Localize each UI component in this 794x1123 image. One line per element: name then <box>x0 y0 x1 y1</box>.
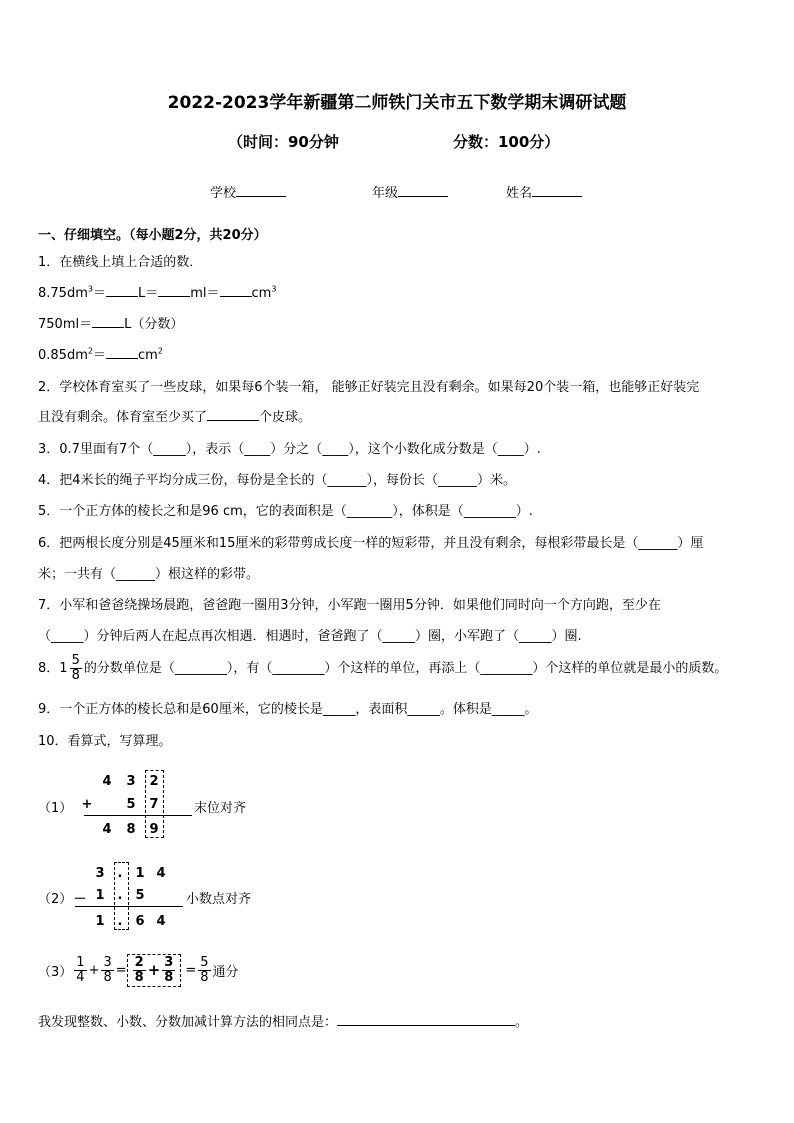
name-field[interactable] <box>506 182 582 201</box>
fraction-addition: （3） $\frac{1}{4}$ + $\frac{3}{8}$ = $\frac{2}{8}$ + $\frac{3}{8}$ = $\frac{5}{8}$ 通分 <box>38 954 239 985</box>
common-denominator-box: $\frac{2}{8}$ + $\frac{3}{8}$ <box>127 954 182 987</box>
q3: 3．0.7里面有7个（_____），表示（____）分之（____），这个小数化成分数是（____）. <box>38 442 541 457</box>
q6-line2: 米；一共有（______）根这样的彩带。 <box>38 567 260 582</box>
q8: 8．1 $\frac{5}{8}$ 的分数单位是（________），有（________）个这样的单位，再添上（________）个这样的单位就是最小的质数。 <box>38 653 728 683</box>
mixed-fraction: $\frac{5}{8}$ <box>71 653 80 683</box>
name-label: 姓名 <box>506 186 533 201</box>
exam-time: （时间：90分钟 <box>228 133 339 151</box>
q4: 4．把4米长的绳子平均分成三份，每份是全长的（______），每份长（______）米。 <box>38 473 517 488</box>
p1-label: （1） <box>38 801 73 816</box>
school-field[interactable] <box>210 182 286 201</box>
p1-note: 末位对齐 <box>194 801 247 816</box>
q1-line3: $0.85dm^2= cm^2$ <box>38 344 163 363</box>
section-heading: 一、仔细填空。（每小题2分，共20分） <box>38 228 267 243</box>
q7-line2: （_____）分钟后两人在起点再次相遇．相遇时，爸爸跑了（_____）圈，小军跑了（_____）圈. <box>38 629 582 644</box>
q7-line1: 7．小军和爸爸绕操场晨跑，爸爸跑一圈用3分钟，小军跑一圈用5分钟．如果他们同时向一个方向跑，至少在 <box>38 598 661 613</box>
q2-line2: 且没有剩余。体育室至少买了 个皮球。 <box>38 406 311 425</box>
q1-prompt: 1．在横线上填上合适的数． <box>38 255 203 270</box>
decimal-point-box <box>114 862 129 930</box>
grade-label: 年级 <box>372 186 399 201</box>
q10-prompt: 10．看算式，写算理。 <box>38 734 172 749</box>
conclusion-blank[interactable] <box>337 1011 515 1026</box>
exam-score: 分数：100分） <box>453 133 560 151</box>
q2-line1: 2．学校体育室买了一些皮球，如果每6个装一箱， 能够正好装完且没有剩余。如果每20个装一箱，也能够正好装完 <box>38 380 700 395</box>
school-label: 学校 <box>210 186 237 201</box>
q1-line2: 750ml＝ L（分数） <box>38 313 183 332</box>
page-title: 2022-2023学年新疆第二师铁门关市五下数学期末调研试题 <box>167 93 627 113</box>
p2-label: （2） <box>38 892 73 907</box>
units-column-box <box>145 770 164 838</box>
p2-note: 小数点对齐 <box>186 892 252 907</box>
conclusion: 我发现整数、小数、分数加减计算方法的相同点是： 。 <box>38 1011 528 1030</box>
q5: 5．一个正方体的棱长之和是96 cm，它的表面积是（_______），体积是（________）. <box>38 504 533 519</box>
q9: 9．一个正方体的棱长总和是60厘米，它的棱长是_____，表面积_____。体积是_____。 <box>38 702 538 717</box>
q6-line1: 6．把两根长度分别是45厘米和15厘米的彩带剪成长度一样的短彩带，并且没有剩余，每根彩带最长是（______）厘 <box>38 536 704 551</box>
grade-field[interactable] <box>372 182 448 201</box>
q1-line1: $8.75dm^3= L= ml= cm^3$ <box>38 282 276 301</box>
